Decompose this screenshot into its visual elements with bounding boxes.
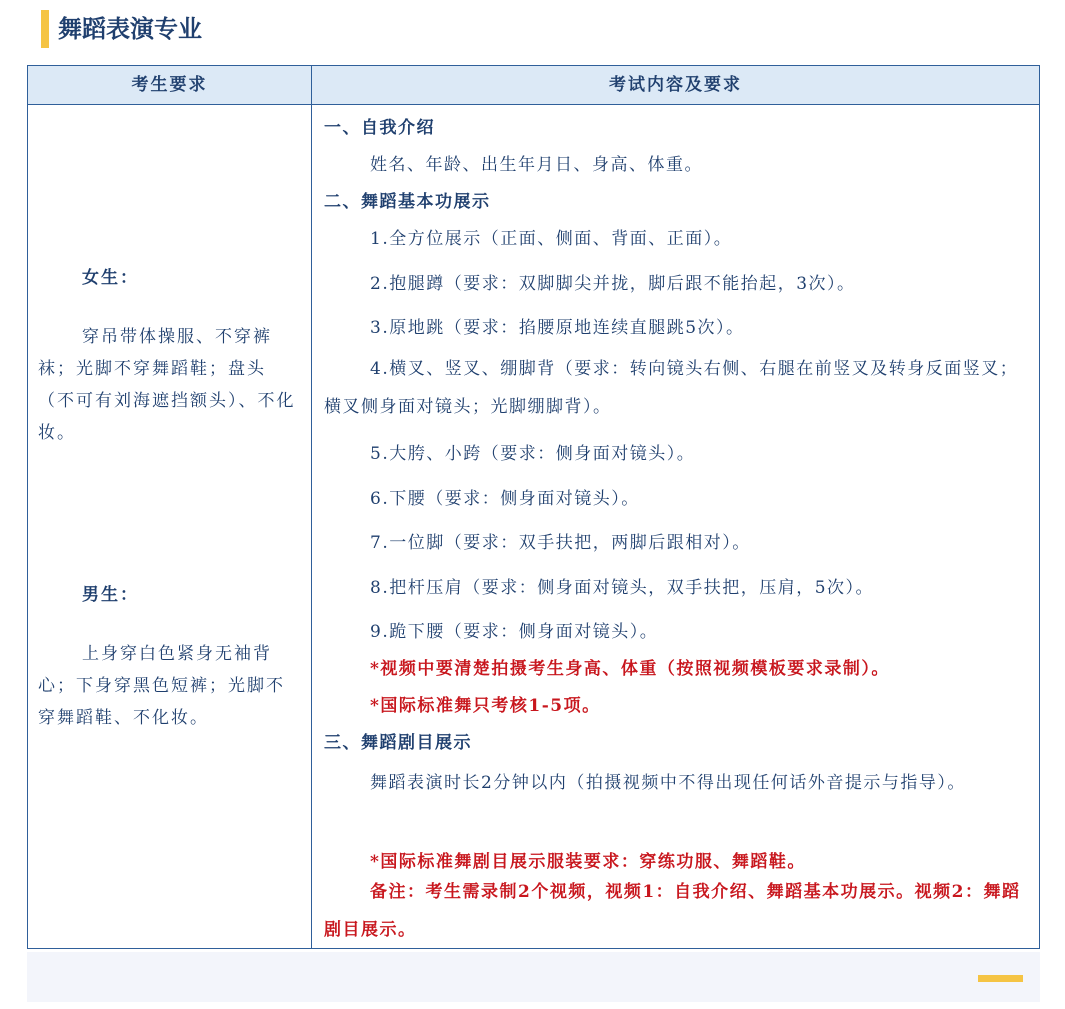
female-requirements: 穿吊带体操服、不穿裤袜；光脚不穿舞蹈鞋；盘头（不可有刘海遮挡额头）、不化妆。 bbox=[38, 327, 296, 443]
list-item: 4.横叉、竖叉、绷脚背（要求：转向镜头右侧、右腿在前竖叉及转身反面竖叉；横叉侧身面对镜头；光脚绷脚背）。 bbox=[324, 359, 1019, 417]
section-self-intro-title: 一、自我介绍 bbox=[324, 118, 435, 138]
female-label: 女生： bbox=[82, 268, 139, 288]
male-requirements: 上身穿白色紧身无袖背心；下身穿黑色短裤；光脚不穿舞蹈鞋、不化妆。 bbox=[38, 644, 285, 728]
section-repertoire-text: 舞蹈表演时长2分钟以内（拍摄视频中不得出现任何话外音提示与指导）。 bbox=[370, 773, 966, 793]
section-self-intro-text: 姓名、年龄、出生年月日、身高、体重。 bbox=[370, 155, 703, 175]
list-item: 5.大胯、小跨（要求：侧身面对镜头）。 bbox=[370, 444, 696, 464]
red-note-costume: *国际标准舞剧目展示服装要求：穿练功服、舞蹈鞋。 bbox=[370, 852, 806, 872]
table-header-row bbox=[28, 66, 1039, 105]
requirements-table bbox=[27, 65, 1040, 949]
red-note-ballroom-items: *国际标准舞只考核1-5项。 bbox=[370, 696, 601, 716]
section-repertoire-title: 三、舞蹈剧目展示 bbox=[324, 733, 472, 753]
section-basic-skills-title: 二、舞蹈基本功展示 bbox=[324, 192, 491, 212]
list-item: 1.全方位展示（正面、侧面、背面、正面）。 bbox=[370, 229, 733, 249]
list-item: 3.原地跳（要求：掐腰原地连续直腿跳5次）。 bbox=[370, 318, 745, 338]
red-note-remarks: 备注：考生需录制2个视频，视频1：自我介绍、舞蹈基本功展示。视频2：舞蹈剧目展示。 bbox=[324, 882, 1021, 940]
list-item: 6.下腰（要求：侧身面对镜头）。 bbox=[370, 489, 640, 509]
list-item: 7.一位脚（要求：双手扶把，两脚后跟相对）。 bbox=[370, 533, 751, 553]
footer-band bbox=[27, 952, 1040, 1002]
list-item: 2.抱腿蹲（要求：双脚脚尖并拢，脚后跟不能抬起，3次）。 bbox=[370, 274, 856, 294]
header-exam-content: 考试内容及要求 bbox=[609, 75, 742, 95]
header-candidate-requirements: 考生要求 bbox=[131, 75, 208, 95]
list-item: 9.跪下腰（要求：侧身面对镜头）。 bbox=[370, 622, 659, 642]
list-item: 8.把杆压肩（要求：侧身面对镜头，双手扶把，压肩，5次）。 bbox=[370, 578, 875, 598]
red-note-video-height-weight: *视频中要清楚拍摄考生身高、体重（按照视频模板要求录制）。 bbox=[370, 659, 890, 679]
footer-accent-mark bbox=[978, 975, 1023, 982]
male-label: 男生： bbox=[82, 585, 139, 605]
title-accent-bar bbox=[41, 10, 49, 48]
column-divider bbox=[311, 66, 312, 948]
section-title: 舞蹈表演专业 bbox=[58, 15, 202, 43]
